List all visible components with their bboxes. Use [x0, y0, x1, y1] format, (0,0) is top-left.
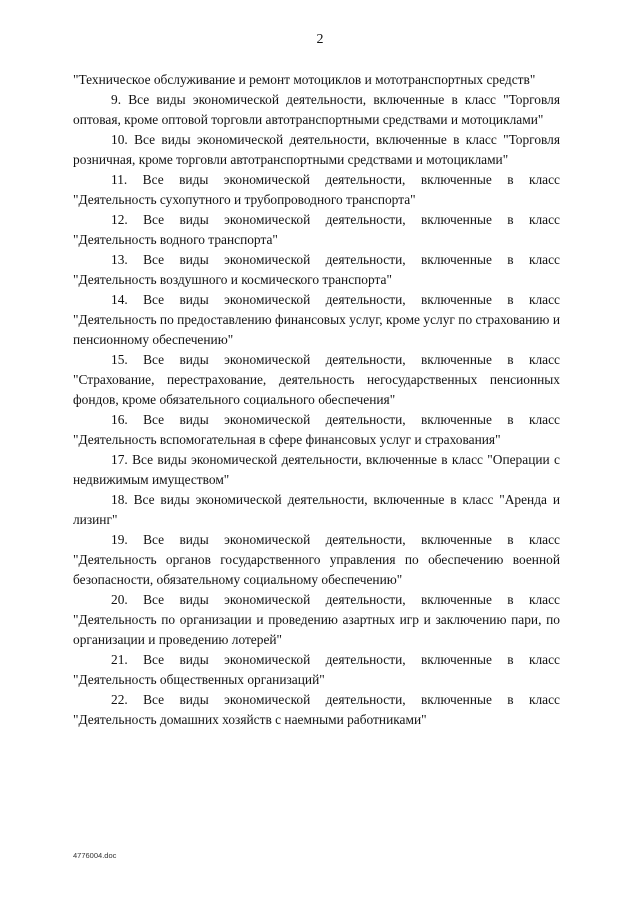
list-item-18: 18. Все виды экономической деятельности, включенные в класс "Аренда и лизинг"	[73, 492, 560, 527]
document-file-code: 4776004.doc	[73, 851, 117, 860]
list-item-14: 14. Все виды экономической деятельности, включенные в класс "Деятельность по предоставлению финансовых услуг, кроме услуг по страхованию и пенсионному обеспечению"	[73, 292, 560, 347]
list-item-15: 15. Все виды экономической деятельности, включенные в класс "Страхование, перестрахование, деятельность негосударственных пенсионных фондов, кроме обязательного социального обеспечения"	[73, 352, 560, 407]
page-number: 2	[316, 32, 324, 47]
list-item-22: 22. Все виды экономической деятельности, включенные в класс "Деятельность домашних хозяйств с наемными работниками"	[73, 692, 560, 727]
document-body	[73, 70, 560, 730]
list-item-12: 12. Все виды экономической деятельности, включенные в класс "Деятельность водного транспорта"	[73, 212, 560, 247]
list-item-20: 20. Все виды экономической деятельности, включенные в класс "Деятельность по организации и проведению азартных игр и заключению пари, по организации и проведению лотерей"	[73, 592, 560, 647]
list-item-17: 17. Все виды экономической деятельности, включенные в класс "Операции с недвижимым имуществом"	[73, 452, 560, 487]
list-item-16: 16. Все виды экономической деятельности, включенные в класс "Деятельность вспомогательная в сфере финансовых услуг и страхования"	[73, 412, 560, 447]
list-item-21: 21. Все виды экономической деятельности, включенные в класс "Деятельность общественных организаций"	[73, 652, 560, 687]
list-item-9: 9. Все виды экономической деятельности, включенные в класс "Торговля оптовая, кроме оптовой торговли автотранспортными средствами и мотоциклами"	[73, 92, 560, 127]
list-item-11: 11. Все виды экономической деятельности, включенные в класс "Деятельность сухопутного и трубопроводного транспорта"	[73, 172, 560, 207]
intro-paragraph: "Техническое обслуживание и ремонт мотоциклов и мототранспортных средств"	[73, 72, 536, 87]
list-item-19: 19. Все виды экономической деятельности, включенные в класс "Деятельность органов государственного управления по обеспечению военной безопасности, обязательному социальному обеспечению"	[73, 532, 560, 587]
list-item-13: 13. Все виды экономической деятельности, включенные в класс "Деятельность воздушного и космического транспорта"	[73, 252, 560, 287]
list-item-10: 10. Все виды экономической деятельности, включенные в класс "Торговля розничная, кроме торговли автотранспортными средствами и мотоциклами"	[73, 132, 560, 167]
